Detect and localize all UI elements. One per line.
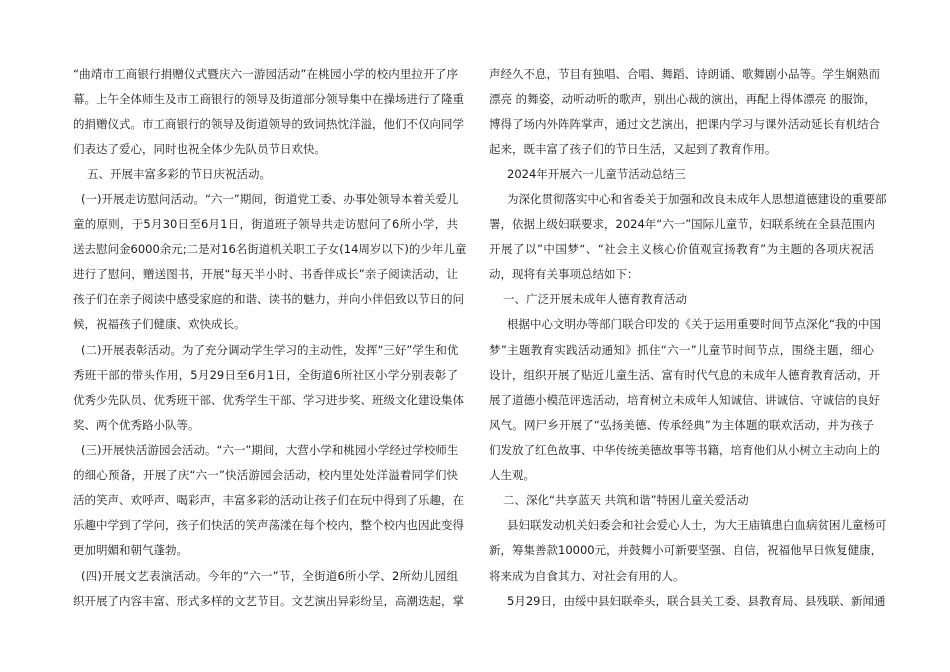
paragraph-line: 5月29日，由绥中县妇联牵头，联合县关工委、县教育局、县残联、新闻通 [507,594,886,608]
paragraph-line: 的捐赠仪式。市工商银行的领导及街道领导的致词热忱洋溢，他们不仅向同学 [73,117,464,131]
paragraph-line: 的细心预备，开展了庆“六一”快活游园会活动，校内里处处洋溢着同学们快 [73,468,458,482]
paragraph-line: 县妇联发动机关妇委会和社会爱心人士，为大王庙镇患白血病贫困儿童杨可 [507,518,887,532]
paragraph-line: (二)开展表彰活动。为了充分调动学生学习的主动性，发挥“三好”学生和优 [81,343,459,357]
paragraph-line: 风气。网尸乡开展了“弘扬美德、传承经典”为主体题的联欢活动，并为孩子 [489,418,874,432]
section-heading: 二、深化“共享蓝天 共筑和谐”特困儿童关爱活动 [503,493,749,507]
paragraph-line: 候，祝福孩子们健康、欢快成长。 [73,317,246,331]
paragraph-line: 送去慰问金6000余元;二是对16名街道机关职工子女(14周岁以下)的少年儿童 [73,242,467,256]
paragraph-line: “曲靖市工商银行捐赠仪式暨庆六一游园活动”在桃园小学的校内里拉开了序 [73,67,458,81]
paragraph-line: 动，现将有关事项总结如下： [489,267,639,281]
paragraph-line: 奖、两个优秀路小队等。 [73,418,200,432]
paragraph-line: 设计，组织开展了贴近儿童生活、富有时代气息的未成年人德育教育活动，开 [489,368,880,382]
paragraph-line: 秀班干部的带头作用，5月29日至6月1日，全街道6所社区小学分别表彰了 [73,368,458,382]
paragraph-line: 乐趣中学到了学问，孩子们快活的笑声荡漾在每个校内，整个校内也因此变得 [73,518,464,532]
paragraph-line: 将来成为自食其力、对社会有用的人。 [489,569,685,583]
paragraph-line: 童的原则，于5月30日至6月1日，街道班子领导共走访慰问了6所小学，共 [73,217,458,231]
paragraph-line: 孩子们在亲子阅读中感受家庭的和谐、读书的魅力，并向小伴侣致以节日的问 [73,292,464,306]
paragraph-line: 新，筹集善款10000元，并鼓舞小可新要坚强、自信，祝福他早日恢复健康， [489,543,883,557]
paragraph-line: (一)开展走访慰问活动。“六一”期间，街道党工委、办事处领导本着关爱儿 [81,192,459,206]
section-heading: 五、开展丰富多彩的节日庆祝活动。 [87,167,271,181]
paragraph-line: 博得了场内外阵阵掌声，通过文艺演出，把课内学习与课外活动延长有机结合 [489,117,880,131]
paragraph-line: 更加明媚和朝气蓬勃。 [73,543,188,557]
paragraph-line: 展了道德小模范评选活动，培育树立未成年人知诚信、讲诚信、守诚信的良好 [489,393,880,407]
paragraph-line: 开展了以”中国梦“、“社会主义核心价值观宣扬教育”为主题的各项庆祝活 [489,242,874,256]
paragraph-line: 署，依据上级妇联要求，2024年“六一”国际儿童节，妇联系统在全县范围内 [489,217,876,231]
paragraph-line: 人生观。 [489,468,535,482]
paragraph-line: 梦”主题教育实践活动通知》抓住“六一”儿童节时间节点，围绕主题，细心 [489,343,874,357]
paragraph-line: 们表达了爱心，同时也祝全体少先队员节日欢快。 [73,142,326,156]
paragraph-line: 漂亮 的舞姿，动听动听的歌声，别出心裁的演出，再配上得体漂亮 的服饰， [489,92,876,106]
paragraph-line: 进行了慰问，赠送图书，开展“每天半小时、书香伴成长”亲子阅读活动，让 [73,267,458,281]
paragraph-line: 们发放了红色故事、中华传统美德故事等书籍，培育他们从小树立主动向上的 [489,443,880,457]
paragraph-line: 活的笑声、欢呼声、喝彩声，丰富多彩的活动让孩子们在玩中得到了乐趣，在 [73,493,464,507]
paragraph-line: 根据中心文明办等部门联合印发的《关于运用重要时间节点深化“我的中国 [507,317,881,331]
paragraph-line: 幕。上午全体师生及市工商银行的领导及街道部分领导集中在操场进行了隆重 [73,92,464,106]
paragraph-line: 为深化贯彻落实中心和省委关于加强和改良未成年人思想道德建设的重要部 [507,192,887,206]
paragraph-line: 优秀少先队员、优秀班干部、优秀学生干部、学习进步奖、班级文化建设集体 [73,393,464,407]
paragraph-line: 声经久不息，节目有独唱、合唱、舞蹈、诗朗诵、歌舞剧小品等。学生娴熟而 [489,67,880,81]
paragraph-line: 起来，既丰富了孩子们的节日生活，又起到了教育作用。 [489,142,777,156]
paragraph-line: (四)开展文艺表演活动。今年的“六一”节，全街道6所小学、2所幼儿园组 [81,569,458,583]
article-title: 2024年开展六一儿童节活动总结三 [507,167,686,181]
paragraph-line: 织开展了内容丰富、形式多样的文艺节目。文艺演出异彩纷呈，高潮迭起，掌 [73,594,464,608]
section-heading: 一、广泛开展未成年人德育教育活动 [503,292,687,306]
paragraph-line: (三)开展快活游园会活动。“六一”期间，大营小学和桃园小学经过学校师生 [81,443,459,457]
